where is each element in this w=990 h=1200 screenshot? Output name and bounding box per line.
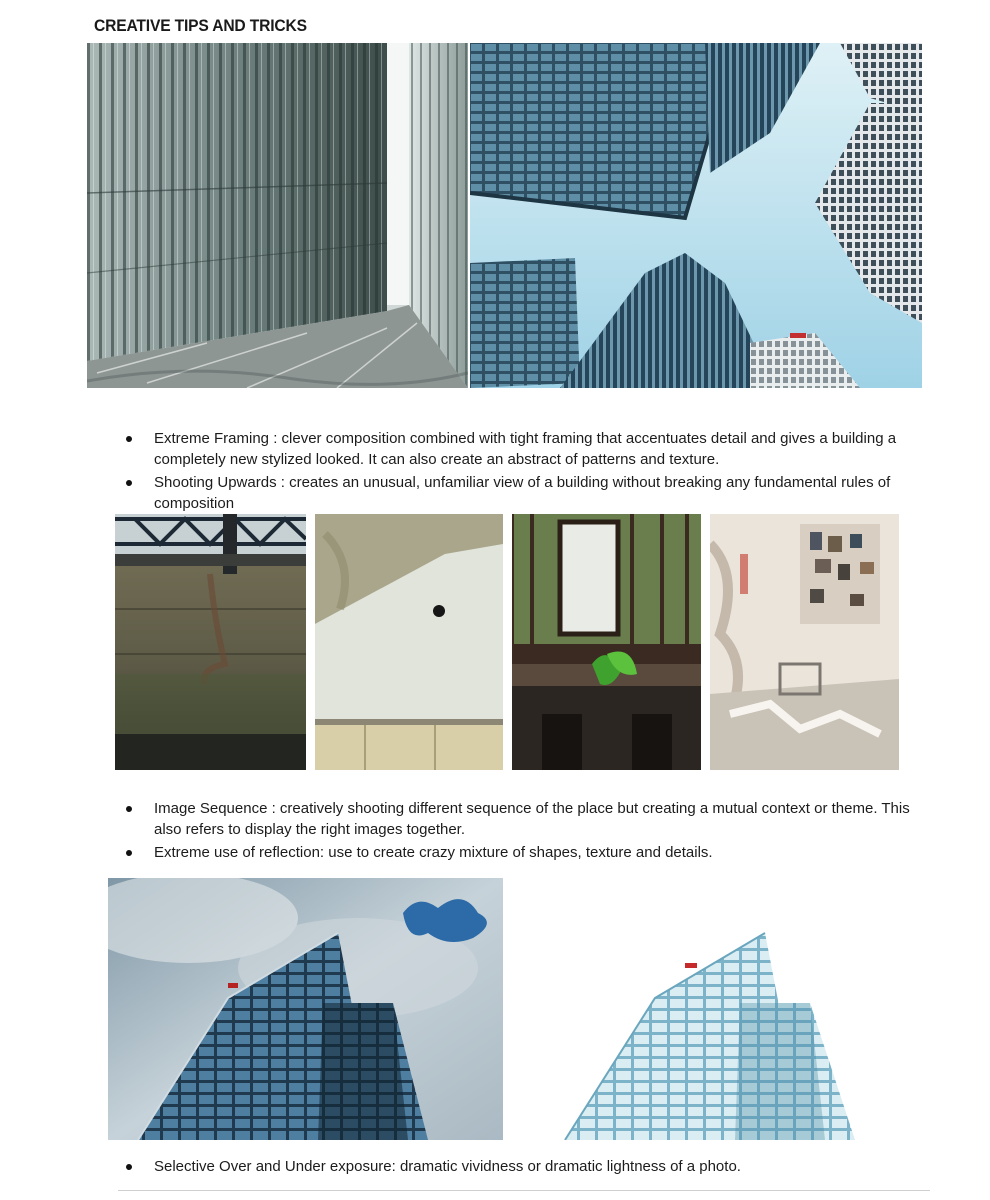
extreme-framing-photo	[87, 43, 468, 388]
divider	[118, 1190, 930, 1191]
list-item: Image Sequence : creatively shooting different sequence of the place but creating a mutual context or theme. This also refers to display the right images together.	[124, 798, 914, 840]
sequence-tips-list	[124, 798, 914, 865]
list-item: Extreme use of reflection: use to create crazy mixture of shapes, texture and details.	[124, 842, 914, 863]
list-item: Shooting Upwards : creates an unusual, unfamiliar view of a building without breaking any fundamental rules of composition	[124, 472, 914, 514]
page-title: CREATIVE TIPS AND TRICKS	[94, 16, 307, 35]
list-item: Extreme Framing : clever composition combined with tight framing that accentuates detail and gives a building a completely new stylized looked. It can also create an abstract of patterns and texture.	[124, 428, 914, 470]
sequence-photo-3	[512, 514, 701, 770]
sequence-photo-2	[315, 514, 503, 770]
list-item: Selective Over and Under exposure: dramatic vividness or dramatic lightness of a photo.	[124, 1156, 914, 1177]
shooting-upwards-photo	[470, 43, 922, 388]
sequence-photo-1	[115, 514, 306, 770]
exposure-tips-list	[124, 1156, 914, 1179]
overexposed-photo	[525, 878, 905, 1140]
underexposed-photo	[108, 878, 503, 1140]
sequence-photo-4	[710, 514, 899, 770]
framing-tips-list	[124, 428, 914, 516]
